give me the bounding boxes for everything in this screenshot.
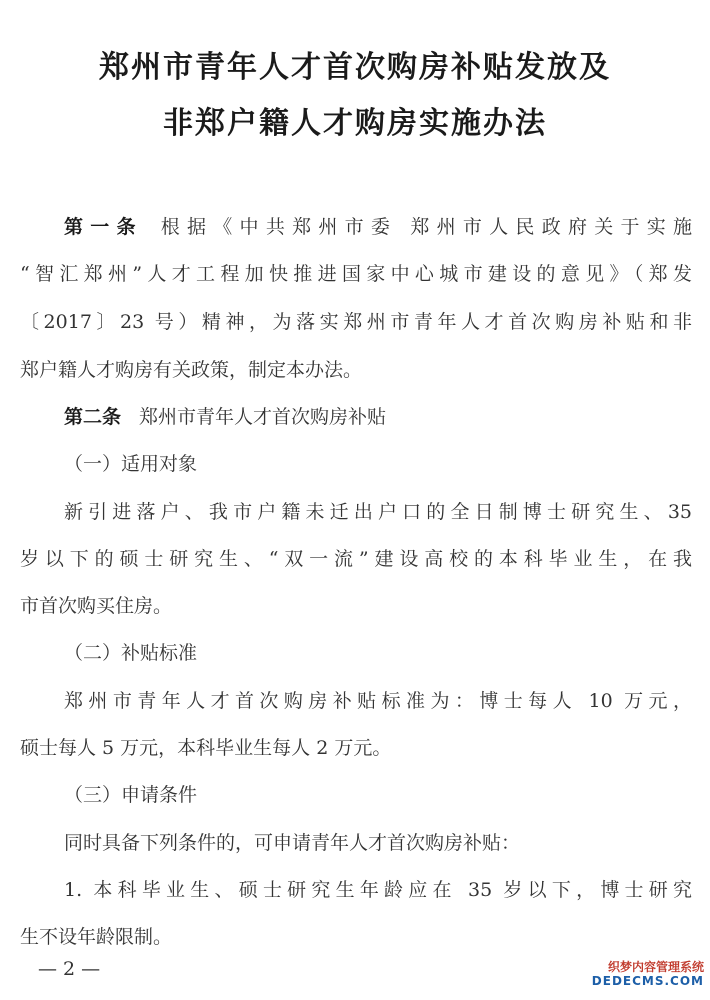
- section-3-line-2: 1. 本科毕业生、硕士研究生年龄应在 35 岁以下，博士研究: [64, 879, 692, 901]
- watermark-text-en: DEDECMS.COM: [591, 974, 704, 988]
- document-title-line-1: 郑州市青年人才首次购房补贴发放及: [99, 50, 611, 85]
- section-2-line-2: 硕士每人 5 万元，本科毕业生每人 2 万元。: [20, 737, 392, 759]
- article-1-text-1: 根据《中共郑州市委 郑州市人民政府关于实施: [160, 216, 692, 238]
- watermark-logo: [592, 960, 704, 988]
- section-1-line-1: 新引进落户、我市户籍未迁出户口的全日制博士研究生、35: [64, 501, 692, 523]
- article-2-label: 第二条: [64, 406, 122, 428]
- article-2-line: [64, 404, 692, 430]
- section-3-line-3: 生不设年龄限制。: [20, 926, 173, 948]
- section-3-line-1: 同时具备下列条件的，可申请青年人才首次购房补贴：: [64, 832, 521, 854]
- section-1-line-3: 市首次购买住房。: [20, 595, 173, 617]
- section-1-line-2: 岁以下的硕士研究生、“双一流”建设高校的本科毕业生，在我: [20, 548, 692, 570]
- article-1-line-4: 郑户籍人才购房有关政策，制定本办法。: [20, 359, 363, 381]
- article-1-label: 第一条: [64, 216, 143, 238]
- article-1-line-1: [64, 214, 692, 240]
- section-2-line-1: 郑州市青年人才首次购房补贴标准为：博士每人 10 万元，: [64, 690, 692, 712]
- watermark-text-cn: 织梦内容管理系统: [607, 960, 704, 974]
- article-2-text: 郑州市青年人才首次购房补贴: [139, 406, 387, 428]
- article-1-line-3: 〔2017〕23 号）精神，为落实郑州市青年人才首次购房补贴和非: [20, 311, 692, 333]
- section-2-heading: （二）补贴标准: [64, 642, 198, 664]
- section-3-heading: （三）申请条件: [64, 784, 198, 806]
- section-1-heading: （一）适用对象: [64, 453, 198, 475]
- article-1-line-2: “智汇郑州”人才工程加快推进国家中心城市建设的意见》（郑发: [20, 263, 692, 285]
- page-number: — 2 —: [38, 958, 101, 980]
- document-title-line-2: 非郑户籍人才购房实施办法: [163, 106, 547, 141]
